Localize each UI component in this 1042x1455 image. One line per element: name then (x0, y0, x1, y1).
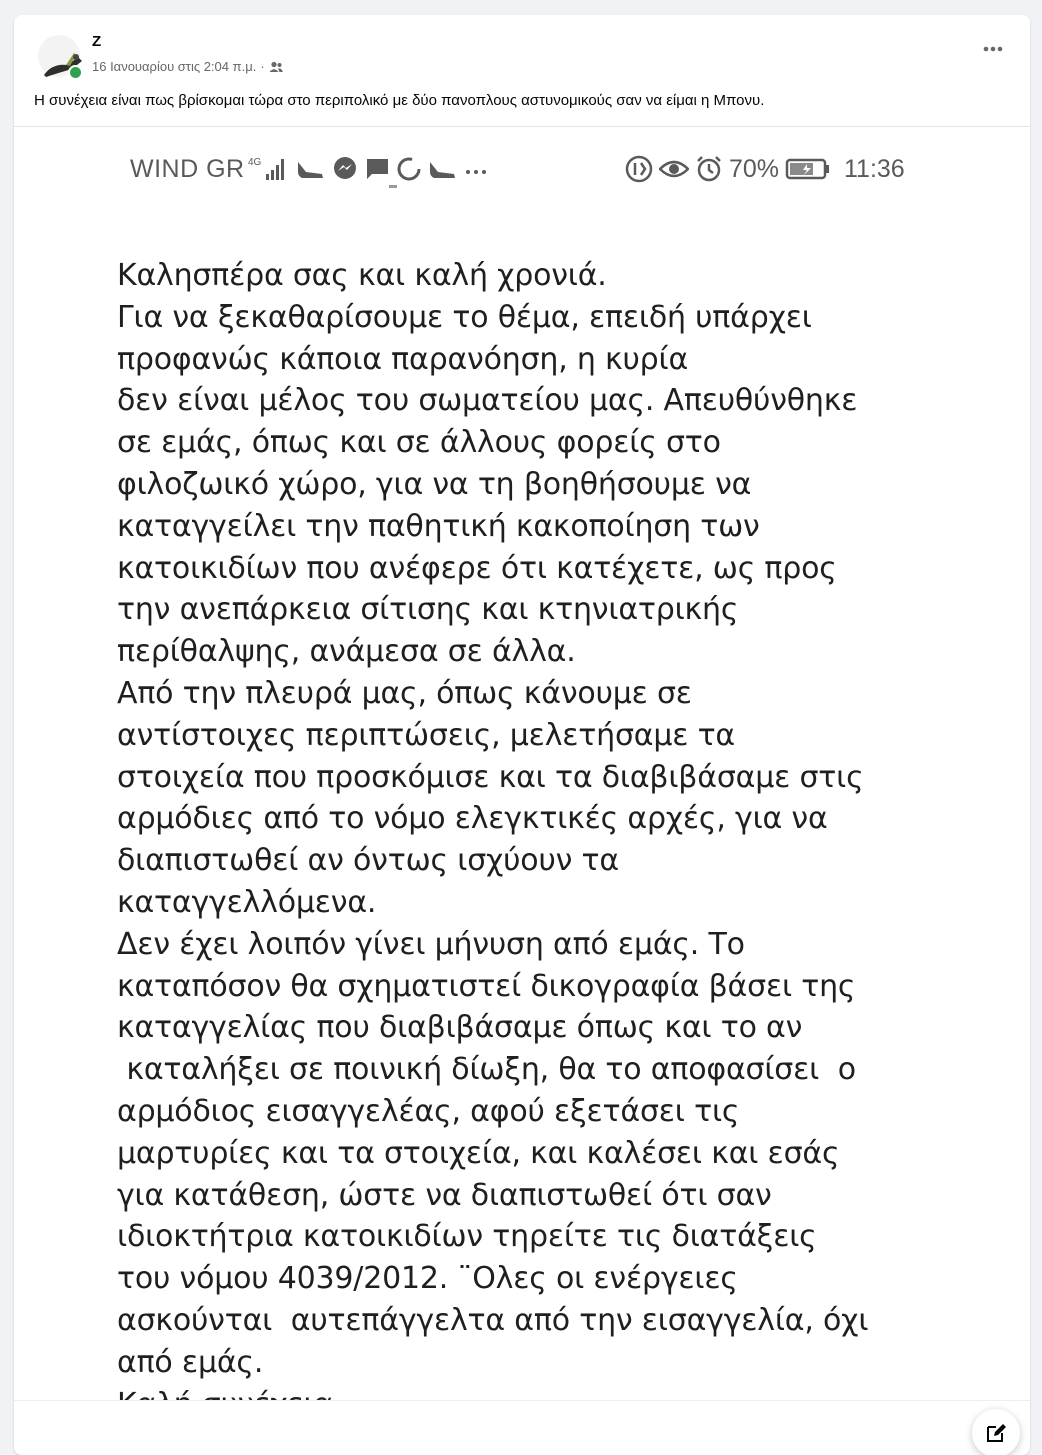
compose-button[interactable] (972, 1409, 1020, 1455)
message-line: αρμόδιες από το νόμο ελεγκτικές αρχές, για να (117, 801, 828, 837)
message-line: ασκούνται αυτεπάγγελτα από την εισαγγελία, όχι (117, 1302, 869, 1338)
message-line: Δεν έχει λοιπόν γίνει μήνυση από εμάς. Το (117, 926, 745, 962)
eye-comfort-icon (659, 157, 689, 181)
post-header (14, 15, 1030, 125)
compose-icon (985, 1422, 1007, 1444)
shoe-icon (296, 156, 326, 182)
battery-icon (785, 156, 831, 182)
post-card (14, 15, 1030, 1455)
attached-screenshot[interactable] (14, 127, 1030, 1427)
network-type: 4G (248, 157, 262, 168)
status-icons-right (625, 151, 831, 187)
alarm-icon (695, 155, 723, 183)
battery-percent: 70% (729, 154, 780, 183)
message-line: φιλοζωικό χώρο, για να τη βοηθήσουμε να (117, 466, 752, 502)
message-line: του νόμου 4039/2012. ¨Ολες οι ενέργειες (117, 1261, 738, 1297)
message-body (117, 255, 937, 1425)
message-line: προφανώς κάποια παρανόηση, η κυρία (117, 341, 689, 377)
author-name-redaction (110, 37, 240, 51)
message-line: την ανεπάρκεια σίτισης και κτηνιατρικής (117, 592, 739, 628)
message-line: δεν είναι μέλος του σωματείου μας. Απευθύνθηκε (117, 383, 858, 419)
dash-mark (389, 185, 397, 188)
message-line: καταγγείλει την παθητική κακοποίηση των (117, 508, 760, 544)
message-line: Καλησπέρα σας και καλή χρονιά. (117, 258, 607, 293)
message-line: αρμόδιος εισαγγελέας, αφού εξετάσει τις (117, 1093, 740, 1129)
phone-status-bar (130, 151, 920, 187)
message-line: καταλήξει σε ποινική δίωξη, θα το αποφασίσει ο (117, 1052, 856, 1088)
message-line: διαπιστωθεί αν όντως ισχύουν τα (117, 843, 619, 879)
message-line: καταγγελλόμενα. (117, 884, 377, 920)
message-line: σε εμάς, όπως και σε άλλους φορείς στο (117, 425, 721, 461)
post-footer (14, 1400, 1030, 1455)
message-line: μαρτυρίες και τα στοιχεία, και καλέσει και εσάς (117, 1135, 840, 1171)
more-notifications-icon (464, 156, 490, 182)
post-meta (92, 59, 283, 74)
post-timestamp[interactable]: 16 Ιανουαρίου στις 2:04 π.μ. (92, 59, 257, 74)
more-options-icon (983, 46, 1003, 52)
message-line: Για να ξεκαθαρίσουμε το θέμα, επειδή υπάρχει (117, 299, 812, 335)
friends-icon[interactable] (269, 61, 283, 73)
message-line: από εμάς. (117, 1344, 264, 1380)
message-line: καταπόσον θα σχηματιστεί δικογραφία βάσει της (117, 968, 856, 1004)
message-line: αντίστοιχες περιπτώσεις, μελετήσαμε τα (117, 717, 736, 753)
loading-ring-icon (396, 156, 422, 182)
post-text: Η συνέχεια είναι πως βρίσκομαι τώρα στο περιπολικό με δύο πανοπλους αστυνομικούς σαν να είμαι η Μπονυ. (34, 92, 765, 109)
meta-separator: · (260, 59, 265, 74)
message-line: για κατάθεση, ώστε να διαπιστωθεί ότι σαν (117, 1177, 772, 1213)
message-line: κατοικιδίων που ανέφερε ότι κατέχετε, ως προς (117, 550, 837, 586)
author-name[interactable]: Z (92, 33, 102, 50)
message-line: καταγγελίας που διαβιβάσαμε όπως και το αν (117, 1010, 803, 1046)
message-line: στοιχεία που προσκόμισε και τα διαβιβάσαμε στις (117, 759, 864, 795)
online-status-dot (68, 65, 83, 80)
carrier-name: WIND GR (130, 155, 245, 183)
shoe-icon-2 (428, 156, 458, 182)
message-line: ιδιοκτήτρια κατοικιδίων τηρείτε τις διατάξεις (117, 1219, 817, 1255)
status-icons-left (248, 151, 490, 187)
data-saver-icon (625, 155, 653, 183)
message-line: Από την πλευρά μας, όπως κάνουμε σε (117, 675, 692, 711)
clock: 11:36 (844, 155, 905, 183)
messenger-icon (332, 156, 358, 182)
more-options-button[interactable] (976, 37, 1010, 61)
chat-icon (364, 156, 390, 182)
signal-icon (248, 154, 290, 184)
message-line: περίθαλψης, ανάμεσα σε άλλα. (117, 634, 576, 670)
